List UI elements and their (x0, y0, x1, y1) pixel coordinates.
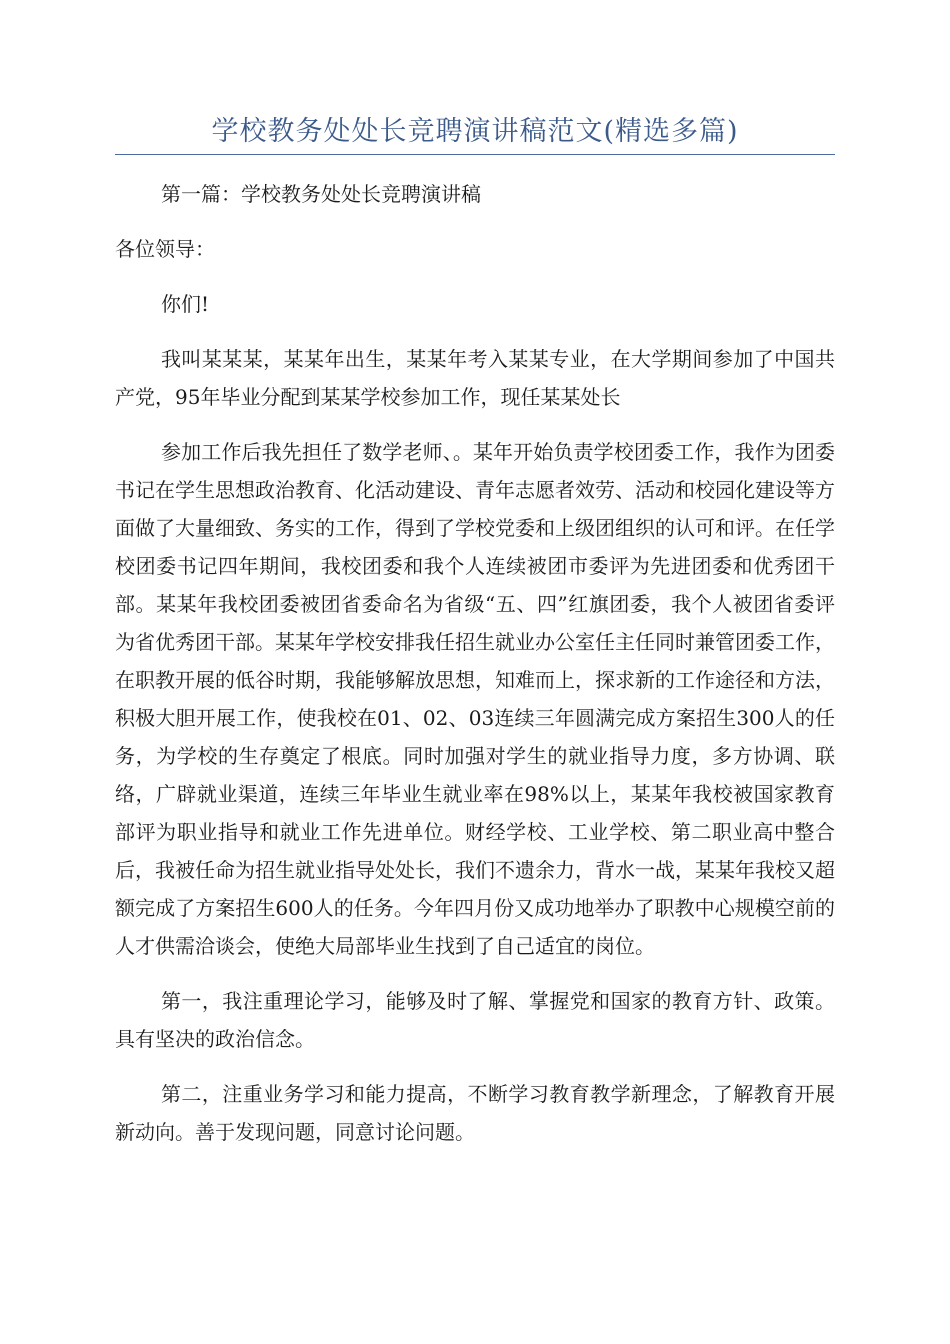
document-title: 学校教务处处长竞聘演讲稿范文(精选多篇) (211, 116, 739, 147)
title-underline (115, 154, 835, 155)
paragraph-point-two: 第二，注重业务学习和能力提高，不断学习教育教学新理念，了解教育开展新动向。善于发现问题，同意讨论问题。 (115, 1082, 835, 1144)
greeting: 你们! (161, 292, 210, 316)
paragraph-point-one: 第一，我注重理论学习，能够及时了解、掌握党和国家的教育方针、政策。具有坚决的政治信念。 (115, 989, 835, 1051)
paragraph-introduction: 我叫某某某，某某年出生，某某年考入某某专业，在大学期间参加了中国共产党，95年毕业分配到某某学校参加工作，现任某某处长 (115, 347, 835, 409)
paragraph-work-experience: 参加工作后我先担任了数学老师、。某年开始负责学校团委工作，我作为团委书记在学生思想政治教育、化活动建设、青年志愿者效劳、活动和校园化建设等方面做了大量细致、务实的工作，得到了学校党委和上级团组织的认可和评。在任学校团委书记四年期间，我校团委和我个人连续被团市委评为先进团委和优秀团干部。某某年我校团委被团省委命名为省级“五、四”红旗团委，我个人被团省委评为省优秀团干部。某某年学校安排我任招生就业办公室任主任同时兼管团委工作，在职教开展的低谷时期，我能够解放思想，知难而上，探求新的工作途径和方法，积极大胆开展工作，使我校在01、02、03连续三年圆满完成方案招生300人的任务，为学校的生存奠定了根底。同时加强对学生的就业指导力度，多方协调、联络，广辟就业渠道，连续三年毕业生就业率在98%以上，某某年我校被国家教育部评为职业指导和就业工作先进单位。财经学校、工业学校、第二职业高中整合后，我被任命为招生就业指导处处长，我们不遗余力，背水一战，某某年我校又超额完成了方案招生600人的任务。今年四月份又成功地举办了职教中心规模空前的人才供需洽谈会，使绝大局部毕业生找到了自己适宜的岗位。 (115, 440, 835, 958)
section-heading: 第一篇：学校教务处处长竞聘演讲稿 (161, 182, 481, 206)
salutation: 各位领导： (115, 237, 215, 261)
document-body (115, 175, 835, 1168)
title-block (115, 112, 835, 155)
